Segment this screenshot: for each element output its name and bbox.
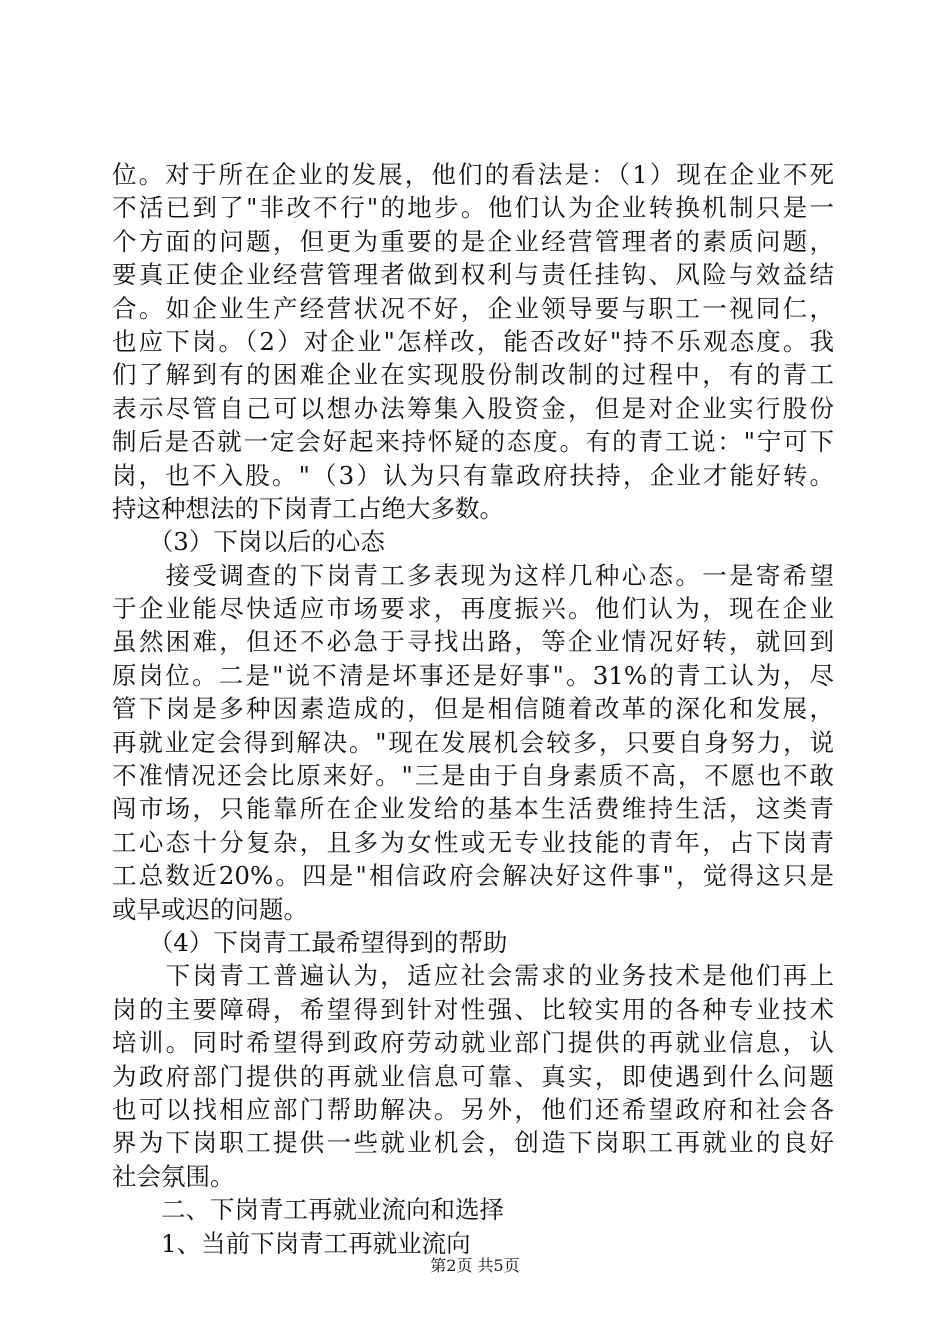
text-line: 为政府部门提供的再就业信息可靠、真实，即使遇到什么问题 xyxy=(112,1061,834,1091)
text-line: 岗的主要障碍，希望得到针对性强、比较实用的各种专业技术 xyxy=(112,994,834,1024)
text-line: 不活已到了"非改不行"的地步。他们认为企业转换机制只是一 xyxy=(112,193,834,223)
text-line: 界为下岗职工提供一些就业机会，创造下岗职工再就业的良好 xyxy=(112,1128,834,1158)
text-line: 制后是否就一定会好起来持怀疑的态度。有的青工说："宁可下 xyxy=(112,427,834,457)
text-line: 工总数近20%。四是"相信政府会解决好这件事"，觉得这只是 xyxy=(112,861,834,891)
text-line: 管下岗是多种因素造成的，但是相信随着改革的深化和发展， xyxy=(112,694,834,724)
text-line: 位。对于所在企业的发展，他们的看法是：（1）现在企业不死 xyxy=(112,160,834,189)
text-line: 们了解到有的困难企业在实现股份制改制的过程中，有的青工 xyxy=(112,360,834,390)
text-line: 二、下岗青工再就业流向和选择 xyxy=(112,1195,504,1225)
text-line: 社会氛围。 xyxy=(112,1161,235,1191)
text-line: 下岗青工普遍认为，适应社会需求的业务技术是他们再上 xyxy=(112,961,834,991)
text-line: （4）下岗青工最希望得到的帮助 xyxy=(112,927,508,957)
page-footer: 第2页 共5页 xyxy=(430,1256,520,1275)
document-body xyxy=(112,158,834,1260)
text-line: 个方面的问题，但更为重要的是企业经营管理者的素质问题， xyxy=(112,226,834,256)
text-line: 岗，也不入股。"（3）认为只有靠政府扶持，企业才能好转。 xyxy=(112,460,834,490)
text-line: 1、当前下岗青工再就业流向 xyxy=(112,1228,471,1258)
text-line: 虽然困难，但还不必急于寻找出路，等企业情况好转，就回到 xyxy=(112,627,834,657)
text-line: 闯市场，只能靠所在企业发给的基本生活费维持生活，这类青 xyxy=(112,794,834,824)
text-line: 或早或迟的问题。 xyxy=(112,894,308,924)
text-line: 于企业能尽快适应市场要求，再度振兴。他们认为，现在企业 xyxy=(112,594,834,624)
text-line: 持这种想法的下岗青工占绝大多数。 xyxy=(112,493,504,523)
text-line: 培训。同时希望得到政府劳动就业部门提供的再就业信息，认 xyxy=(112,1028,834,1058)
text-line: 再就业定会得到解决。"现在发展机会较多，只要自身努力，说 xyxy=(112,727,834,757)
text-line: 表示尽管自己可以想办法筹集入股资金，但是对企业实行股份 xyxy=(112,393,834,423)
text-line: 合。如企业生产经营状况不好，企业领导要与职工一视同仁， xyxy=(112,293,834,323)
text-line: 接受调查的下岗青工多表现为这样几种心态。一是寄希望 xyxy=(112,560,834,590)
text-line: 也可以找相应部门帮助解决。另外，他们还希望政府和社会各 xyxy=(112,1094,834,1124)
text-line: 要真正使企业经营管理者做到权利与责任挂钩、风险与效益结 xyxy=(112,260,834,290)
text-line: （3）下岗以后的心态 xyxy=(112,527,385,557)
text-line: 工心态十分复杂，且多为女性或无专业技能的青年，占下岗青 xyxy=(112,827,834,857)
text-line: 原岗位。二是"说不清是坏事还是好事"。31%的青工认为，尽 xyxy=(112,660,834,690)
text-line: 不准情况还会比原来好。"三是由于自身素质不高，不愿也不敢 xyxy=(112,761,834,791)
text-line: 也应下岗。（2）对企业"怎样改，能否改好"持不乐观态度。我 xyxy=(112,326,834,356)
